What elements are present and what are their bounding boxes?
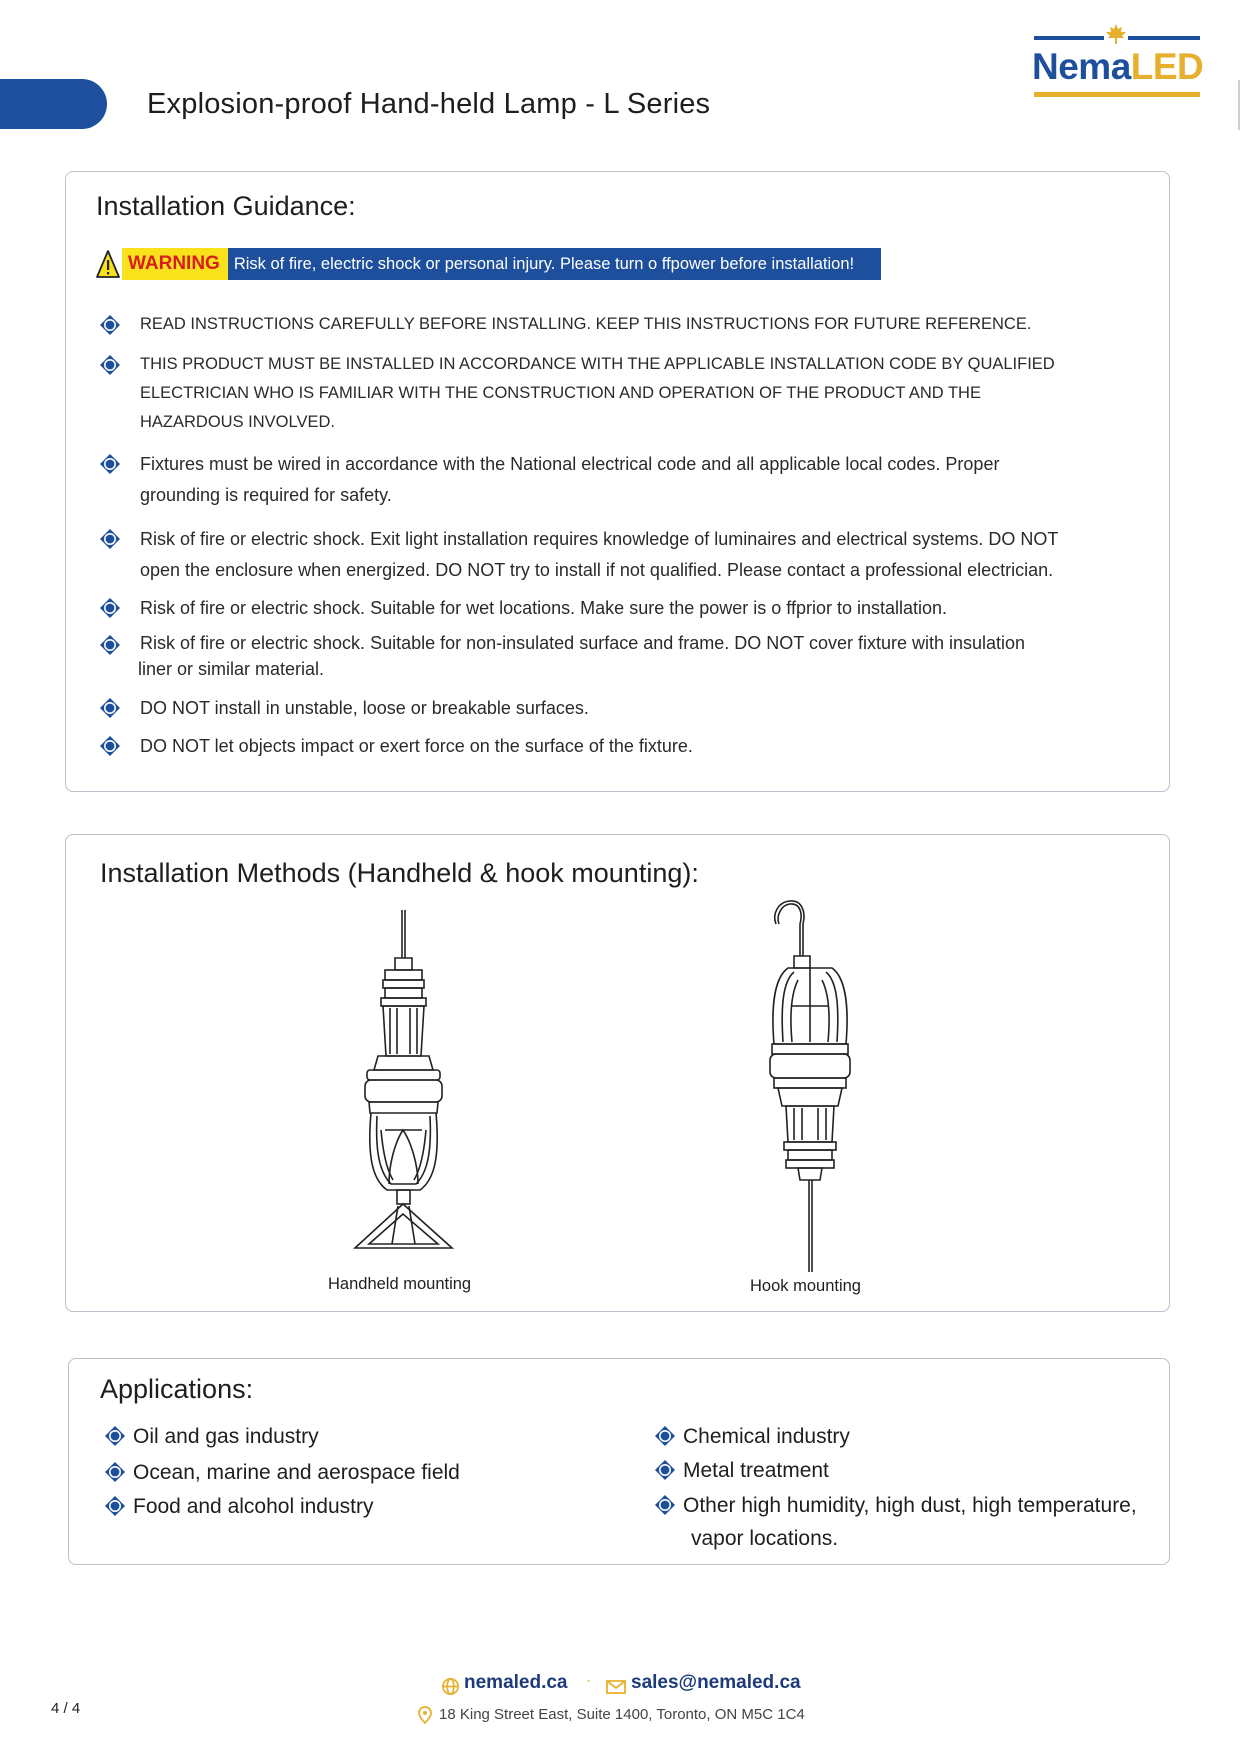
guidance-item [140, 310, 1031, 339]
page-number: 4 / 4 [51, 1700, 81, 1717]
methods-panel [65, 834, 1170, 1312]
diamond-bullet-icon [99, 528, 121, 550]
logo-wordmark [1032, 46, 1203, 88]
logo-underline [1034, 92, 1200, 97]
location-pin-icon [418, 1706, 432, 1724]
company-logo [1030, 24, 1202, 100]
footer-website[interactable]: nemaled.ca [464, 1672, 568, 1693]
diamond-bullet-icon [99, 735, 121, 757]
diamond-bullet-icon [99, 354, 121, 376]
handheld-caption: Handheld mounting [328, 1275, 472, 1293]
handheld-lamp-drawing [345, 908, 460, 1258]
guidance-item-line: Risk of fire or electric shock. Exit light installation requires knowledge of luminaires and electrical systems. DO NOT [140, 529, 1059, 549]
application-item-continuation: vapor locations. [691, 1527, 839, 1550]
guidance-item-line: DO NOT let objects impact or exert force on the surface of the fixture. [140, 736, 693, 756]
diamond-bullet-icon [99, 597, 121, 619]
applications-title: Applications: [100, 1374, 254, 1404]
application-item: Food and alcohol industry [133, 1495, 374, 1518]
application-item: Oil and gas industry [133, 1425, 319, 1448]
guidance-item-line: Fixtures must be wired in accordance with the National electrical code and all applicable local codes. Proper [140, 454, 1000, 474]
footer-separator: · [586, 1672, 592, 1689]
guidance-item [140, 449, 999, 511]
diamond-bullet-icon [654, 1459, 676, 1481]
logo-name: Nema [1032, 46, 1131, 87]
warning-text: Risk of fire, electric shock or personal injury. Please turn o ffpower before installation! [228, 248, 881, 280]
logo-line-left [1034, 36, 1104, 40]
hook-lamp-drawing [768, 896, 852, 1274]
diamond-bullet-icon [99, 314, 121, 336]
guidance-item-line: DO NOT install in unstable, loose or breakable surfaces. [140, 698, 589, 718]
guidance-item-line: HAZARDOUS INVOLVED. [140, 413, 335, 431]
header-tab [0, 79, 107, 129]
logo-line-right [1128, 36, 1200, 40]
warning-triangle-icon [96, 248, 122, 280]
diamond-bullet-icon [104, 1461, 126, 1483]
guidance-item-line: READ INSTRUCTIONS CAREFULLY BEFORE INSTALLING. KEEP THIS INSTRUCTIONS FOR FUTURE REFERENCE. [140, 315, 1032, 333]
guidance-item-line: Risk of fire or electric shock. Suitable for non-insulated surface and frame. DO NOT cover fixture with insulation [140, 633, 1026, 653]
globe-icon [441, 1677, 460, 1696]
hook-caption: Hook mounting [750, 1277, 861, 1295]
maple-leaf-icon [1106, 24, 1126, 46]
guidance-item [140, 350, 1055, 437]
application-item: Chemical industry [683, 1425, 850, 1448]
guidance-title: Installation Guidance: [96, 191, 356, 221]
diamond-bullet-icon [99, 634, 121, 656]
application-item: Ocean, marine and aerospace field [133, 1461, 460, 1484]
footer-address: 18 King Street East, Suite 1400, Toronto, ON M5C 1C4 [439, 1706, 805, 1723]
guidance-item-line: THIS PRODUCT MUST BE INSTALLED IN ACCORDANCE WITH THE APPLICABLE INSTALLATION CODE BY QUALIFIED [140, 355, 1055, 373]
document-title: Explosion-proof Hand-held Lamp - L Series [147, 88, 711, 120]
guidance-item-line: open the enclosure when energized. DO NOT try to install if not qualified. Please contact a professional electrician. [140, 560, 1054, 580]
guidance-item [140, 693, 589, 724]
logo-accent: LED [1130, 46, 1204, 87]
email-icon [606, 1680, 626, 1694]
warning-banner [96, 248, 881, 280]
diamond-bullet-icon [99, 453, 121, 475]
footer-email[interactable]: sales@nemaled.ca [631, 1672, 801, 1693]
diamond-bullet-icon [104, 1495, 126, 1517]
methods-title: Installation Methods (Handheld & hook mounting): [100, 858, 699, 888]
diamond-bullet-icon [654, 1425, 676, 1447]
guidance-item [140, 524, 1058, 586]
guidance-item [140, 731, 693, 762]
diamond-bullet-icon [99, 697, 121, 719]
warning-label: WARNING [122, 248, 228, 280]
guidance-item-line: grounding is required for safety. [140, 485, 392, 505]
diamond-bullet-icon [104, 1425, 126, 1447]
application-item: Metal treatment [683, 1459, 829, 1482]
application-item: Other high humidity, high dust, high temperature, [683, 1494, 1137, 1517]
guidance-item-line: Risk of fire or electric shock. Suitable for wet locations. Make sure the power is o ffprior to installation. [140, 598, 948, 618]
guidance-item [140, 630, 1025, 682]
guidance-item [140, 593, 947, 624]
guidance-item-line: ELECTRICIAN WHO IS FAMILIAR WITH THE CONSTRUCTION AND OPERATION OF THE PRODUCT AND THE [140, 384, 981, 402]
diamond-bullet-icon [654, 1494, 676, 1516]
guidance-item-line: liner or similar material. [138, 659, 325, 679]
